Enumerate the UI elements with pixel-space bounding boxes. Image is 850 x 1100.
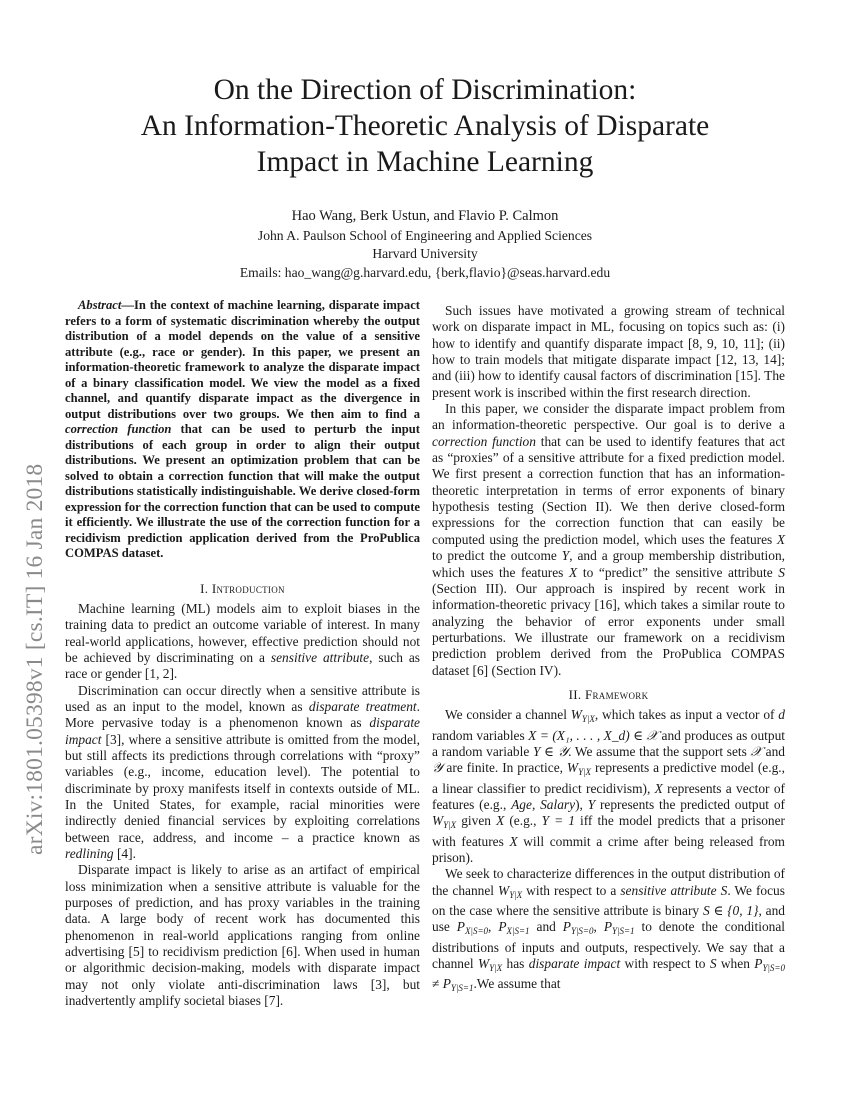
text-run: when: [716, 956, 755, 972]
text-run: to denote the conditional distributions of inputs and outputs, respectively. We say that a channel: [432, 919, 786, 972]
text-run: given: [456, 813, 497, 829]
math-expression: $P_{X|S=1}$: [498, 919, 530, 937]
math-expression: X: [776, 531, 785, 547]
math-subscript: X|S=0: [464, 926, 489, 937]
math-expression: S: [709, 956, 717, 972]
math-expression: $P_{Y|S=1}$: [442, 976, 474, 994]
emphasis-text: disparate impact: [65, 715, 420, 747]
text-run: represents a vector of features (e.g.,: [432, 780, 785, 812]
title-line: Impact in Machine Learning: [256, 146, 594, 178]
math-subscript: Y|S=1: [450, 983, 474, 994]
text-run: We seek to characterize differences in the output distribution of the channel: [432, 866, 785, 898]
paragraph: [65, 862, 420, 1009]
math-expression: Y ∈ 𝒴: [532, 743, 569, 759]
math-expression: S ∈ {0, 1}: [702, 903, 759, 919]
text-run: Such issues have motivated a growing stream of technical work on disparate impact in ML, focusing on topics such as: (i) how to identify and quantify disparate impact [8, 9, 10, 11]; (ii) how to train models that mitigate disparate impact [12, 13, 14]; and (iii) how to identify causal factors of discrimination [15]. The present work is inscribed within the first research direction.: [432, 303, 785, 400]
section-heading-framework: [432, 687, 785, 703]
math-subscript: Y|X: [443, 820, 457, 831]
math-expression: X: [496, 813, 505, 829]
math-expression: $P_{Y|S=0}$: [754, 956, 786, 974]
math-subscript: Y|X: [509, 889, 523, 900]
section-number: II.: [568, 686, 585, 702]
math-expression: X: [509, 833, 518, 849]
math-expression: $W_{Y|X}$: [498, 882, 523, 900]
left-column: [65, 298, 420, 1009]
math-expression: S: [778, 564, 785, 580]
paragraph: [432, 707, 785, 866]
university: Harvard University: [372, 246, 478, 262]
text-run: . We assume that the support sets: [568, 743, 751, 759]
math-expression: 𝒴: [432, 760, 443, 776]
text-run: that can be used to identify features that act as “proxies” of a sensitive attribute for a fixed prediction model. We first present a correction function that has an information-theoretic interpretation in terms of error exponents of binary hypothesis testing (Section II). We then derive closed-form expressions for the correction function that can easily be computed using the prediction model, which uses the features: [432, 433, 785, 547]
author-block: [0, 207, 850, 282]
text-run: (e.g.,: [504, 813, 542, 829]
paragraph: [432, 401, 785, 679]
text-run: iff the model predicts that a prisoner with features: [432, 813, 785, 849]
text-run: We consider a channel: [445, 707, 571, 723]
text-run: Machine learning (ML) models aim to exploit biases in the training data to predict an outcome variable of interest. In many real-world applications, however, effective prediction should not be achieved by discriminating on a: [65, 600, 420, 665]
abstract: [65, 298, 420, 562]
section-heading-introduction: [65, 581, 420, 597]
text-run: Disparate impact is likely to arise as an artifact of empirical loss minimization when a sensitive attribute is valuable for the purposes of prediction, and has proxy variables in the training data. A large body of recent work has documented this phenomenon in real-world applications ranging from online advertising [5] to recidivism prediction [6]. When used in human or algorithmic decision-making, models with disparate impact may not only violate anti-discrimination laws [3], but inadvertently amplify societal biases [7].: [65, 862, 420, 1009]
text-run: , and use: [432, 903, 785, 935]
text-run: In this paper, we consider the disparate impact problem from an information-theoretic perspective. Our goal is to derive a: [432, 401, 785, 433]
math-expression: $P_{Y|S=0}$: [562, 919, 594, 937]
emphasis-text: Age: [511, 796, 532, 812]
title-line: On the Direction of Discrimination:: [213, 74, 637, 106]
emphasis-text: Abstract: [78, 298, 122, 312]
text-run: that can be used to perturb the input distributions of each group in order to align their output distributions. We present an optimization problem that can be solved to obtain a correction function that will make the output distributions statistically indistinguishable. We derive closed-form expression for the correction function that can be used to compute it efficiently. We illustrate the use of the correction function for a recidivism prediction application derived from the ProPublica COMPAS dataset.: [65, 422, 420, 560]
paragraph: [432, 303, 785, 401]
text-run: (Section III). Our approach is inspired by recent work in information-theoretic privacy [16], which takes a similar route to analyzing the behavior of error exponents under small perturbations. We illustrate our framework on a recidivism prediction problem derived from the ProPublica COMPAS dataset [6] (Section IV).: [432, 580, 785, 678]
math-expression: $P_{Y|S=1}$: [603, 919, 635, 937]
emphasis-text: correction function: [65, 422, 172, 436]
math-subscript: Y|S=1: [612, 926, 635, 937]
text-run: Discrimination can occur directly when a sensitive attribute is used as an input to the model, known as: [65, 682, 420, 714]
abstract-text: [65, 298, 420, 562]
math-subscript: Y|S=0: [570, 926, 594, 937]
math-expression: 𝒳: [750, 743, 763, 759]
math-subscript: Y|X: [581, 714, 595, 725]
emails: Emails: hao_wang@g.harvard.edu, {berk,flavio}@seas.harvard.edu: [239, 264, 611, 280]
paper-title: [0, 72, 850, 180]
text-run: to “predict” the sensitive attribute: [577, 564, 779, 580]
paragraph: [65, 601, 420, 683]
text-run: represents a predictive model (e.g., a linear classifier to predict recidivism),: [432, 760, 785, 796]
text-run: represents the predicted output of: [595, 796, 785, 812]
text-run: ,: [531, 796, 541, 812]
text-run: , which takes as input a vector of: [594, 707, 779, 723]
math-expression: X: [569, 564, 578, 580]
text-run: random variables: [432, 727, 529, 743]
text-run: , such as race or gender [1, 2].: [65, 649, 420, 682]
affiliation: John A. Paulson School of Engineering and Applied Sciences: [257, 228, 593, 244]
math-expression: $P_{X|S=0}$: [456, 919, 489, 937]
text-run: ),: [575, 796, 588, 812]
math-expression: $W_{Y|X}$: [570, 707, 595, 725]
text-run: . More pervasive today is a phenomenon known as: [65, 698, 420, 731]
text-run: —In the context of machine learning, disparate impact refers to a form of systematic discrimination whereby the output distribution of a model depends on the value of a sensitive attribute (e.g., race or gender). In this paper, we present an information-theoretic framework to analyze the disparate impact of a binary classification model. We view the model as a fixed channel, and quantify disparate impact as the divergence in output distributions over two groups. We then aim to find a: [65, 298, 420, 421]
text-run: . We focus on the case where the sensitive attribute is binary: [432, 882, 785, 919]
math-subscript: X|S=1: [506, 926, 530, 937]
paragraph: [65, 683, 420, 863]
emphasis-text: correction function: [432, 433, 536, 449]
math-expression: $W_{Y|X}$: [478, 956, 503, 974]
math-subscript: Y|S=0: [762, 963, 786, 974]
math-expression: X = (X₁, . . . , X_d) ∈ 𝒳: [528, 727, 659, 743]
text-run: and produces as output a random variable: [432, 727, 785, 759]
emphasis-text: sensitive attribute: [270, 649, 370, 665]
right-column: [432, 303, 785, 997]
emphasis-text: disparate impact: [528, 956, 621, 972]
text-run: , and a group membership distribution, which uses the features: [432, 548, 785, 580]
section-title: Introduction: [211, 580, 285, 596]
math-expression: Y: [561, 548, 570, 564]
arxiv-side-stamp: arXiv:1801.05398v1 [cs.IT] 16 Jan 2018: [22, 463, 48, 855]
emphasis-text: redlining: [65, 846, 114, 861]
math-expression: d: [778, 707, 785, 723]
section-title: Framework: [584, 686, 649, 702]
math-subscript: Y|X: [578, 767, 592, 778]
paragraph: [432, 866, 785, 996]
text-run: with respect to a: [522, 882, 621, 898]
text-run: with respect to: [620, 956, 710, 972]
text-run: will commit a crime after being released from prison).: [432, 833, 785, 865]
emphasis-text: Salary: [540, 796, 576, 812]
text-run: ,: [593, 919, 604, 935]
text-run: and: [762, 743, 786, 759]
author-names: Hao Wang, Berk Ustun, and Flavio P. Calmon: [291, 208, 559, 224]
text-run: [3], where a sensitive attribute is omitted from the model, but still affects its predictions through correlations with “proxy” variables (e.g., income, education level). The potential to discriminate by proxy manifests itself in contexts outside of ML. In the United States, for example, racial minorities were indirectly denied financial services by exploiting correlations between race, address, and income – a practice known as: [65, 731, 420, 845]
section-number: I.: [200, 580, 212, 596]
text-run: ,: [488, 919, 499, 935]
text-run: and: [529, 919, 563, 935]
math-expression: $W_{Y|X}$: [432, 813, 457, 831]
text-run: to predict the outcome: [432, 548, 562, 564]
text-run: [4].: [113, 846, 136, 861]
text-run: .We assume that: [473, 976, 561, 992]
math-expression: S: [720, 882, 728, 898]
math-expression: Y: [587, 796, 596, 812]
emphasis-text: sensitive attribute: [620, 882, 717, 898]
text-run: has: [502, 956, 529, 972]
emphasis-text: disparate treatment: [308, 698, 417, 714]
math-subscript: Y|X: [489, 963, 503, 974]
text-run: ≠: [432, 976, 443, 992]
math-expression: Y = 1: [541, 813, 575, 829]
text-run: are finite. In practice,: [442, 760, 567, 776]
math-expression: X: [654, 780, 663, 796]
math-expression: $W_{Y|X}$: [566, 760, 592, 778]
title-line: An Information-Theoretic Analysis of Disparate: [140, 110, 710, 142]
